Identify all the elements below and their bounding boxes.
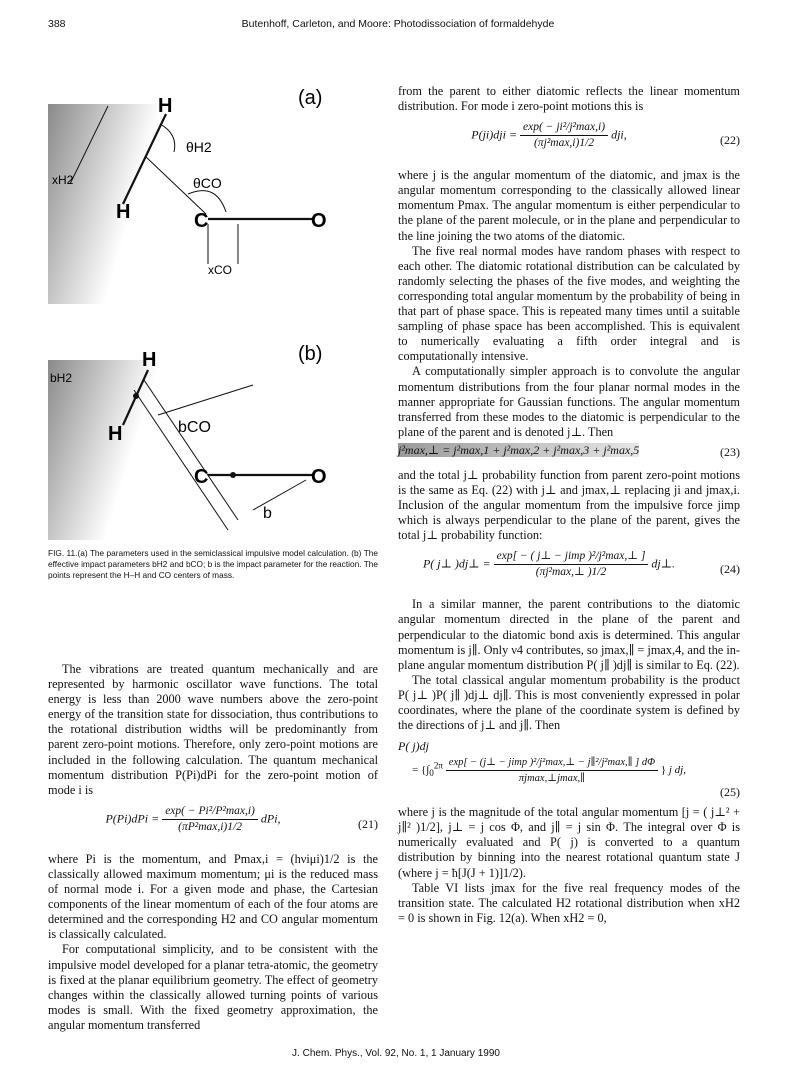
eq22-numerator: exp( − ji²/j²max,i)	[520, 120, 608, 136]
figure-11a-diagram	[48, 84, 378, 304]
paragraph: where j is the magnitude of the total angular momentum [j = ( j⊥² + j∥² )1/2], j⊥ = j cos Φ, and j∥ = j sin Φ. The integral over Φ is numerically evaluated and P( j) is converted to a quantum distribution by binning into the nearest rotational quantum state J (where j = ħ[J(J + 1)]1/2).	[398, 805, 740, 880]
eq24-numerator: exp[ − ( j⊥ − jimp )²/j²max,⊥ ]	[494, 549, 649, 565]
eq21-denominator: (πP²max,i)1/2	[178, 820, 242, 833]
paragraph: A computationally simpler approach is to convolute the angular momentum distributions from the four planar normal modes in the manner appropriate for Gaussian functions. The angular momentum transferred from these modes to the diatomic is perpendicular to the plane of the parent and is denoted j⊥. Then	[398, 364, 740, 439]
eq23-number: (23)	[720, 444, 740, 459]
atom-h-bottom: H	[116, 201, 131, 223]
eq23-body: j²max,⊥ = j²max,1 + j²max,2 + j²max,3 + j²max,5	[398, 442, 640, 457]
eq21-number: (21)	[358, 816, 378, 831]
label-xco: xCO	[208, 263, 232, 277]
eq24-tail: dj⊥.	[651, 556, 676, 571]
atom-h-bottom: H	[108, 423, 123, 445]
eq22-number: (22)	[720, 133, 740, 148]
paragraph: For computational simplicity, and to be consistent with the impulsive model developed for a planar tetra-atomic, the geometry is fixed at the planar equilibrium geometry. The effect of geometry changes within the classically allowed turning points of various modes is small. With the fixed geometry approximation, the angular momentum transferred	[48, 942, 378, 1032]
page-number: 388	[48, 18, 66, 30]
eq21-numerator: exp( − Pi²/P²max,i)	[162, 804, 258, 820]
atom-o: O	[311, 466, 327, 488]
eq21-tail: dPi,	[260, 811, 281, 826]
figure-11b-diagram	[48, 340, 378, 540]
running-title: Butenhoff, Carleton, and Moore: Photodissociation of formaldehyde	[241, 18, 555, 30]
eq24-number: (24)	[720, 562, 740, 577]
eq22-lhs: P(ji)dji =	[471, 127, 518, 142]
paragraph: where Pi is the momentum, and Pmax,i = (hνiμi)1/2 is the classically allowed maximum momentum; μi is the reduced mass of normal mode i. For a given mode and phase, the Cartesian components of the linear momentum of each of the four atoms are determined and the corresponding H2 and CO angular momentum is classically calculated.	[48, 851, 378, 942]
paragraph: The five real normal modes have random phases with respect to each other. The diatomic rotational distribution can be calculated by randomly selecting the phases of the five modes, and weighting the corresponding total angular momentum by the probability of being in that part of phase space. This is repeated many times until a suitable sampling of phase space has been accomplished. This is equivalent to numerically evaluating a fifth order integral and is computationally intensive.	[398, 243, 740, 364]
paragraph: Table VI lists jmax for the five real frequency modes of the transition state. The calculated H2 rotational distribution when xH2 = 0 is shown in Fig. 12(a). When xH2 = 0,	[398, 880, 740, 925]
eq25-numerator: exp[ − (j⊥ − jimp )²/j²max,⊥ − j∥²/j²max,∥ ] dΦ	[446, 755, 658, 771]
eq21-lhs: P(Pi)dPi =	[105, 811, 160, 826]
page-header	[48, 18, 748, 34]
label-bco: bCO	[178, 419, 211, 436]
right-column	[398, 84, 740, 926]
eq22-denominator: (πj²max,i)1/2	[534, 137, 595, 150]
figure-caption: FIG. 11.(a) The parameters used in the semiclassical impulsive model calculation. (b) The effective impact parameters bH2 and bCO; b is the impact parameter for the reaction. The points represent the H–H and CO centers of mass.	[48, 548, 378, 580]
atom-h-top: H	[158, 95, 173, 117]
label-theta-co: θCO	[193, 175, 222, 191]
eq25-denominator: πjmax,⊥jmax,∥	[518, 773, 585, 785]
paragraph: The total classical angular momentum probability is the product P( j⊥ )P( j∥ )dj⊥ dj∥. This is most conveniently expressed in polar coordinates, where the plane of the coordinate system is defined by the directions of j⊥ and j∥. Then	[398, 672, 740, 733]
label-xh2: xH2	[52, 173, 74, 187]
gradient-background	[48, 360, 238, 540]
hh-center-of-mass	[133, 393, 139, 399]
figure-11a	[48, 84, 378, 304]
figure-11b	[48, 340, 378, 540]
paragraph: from the parent to either diatomic reflects the linear momentum distribution. For mode i zero-point motions this is	[398, 84, 740, 114]
label-b: b	[263, 505, 272, 522]
panel-label-a: (a)	[298, 87, 323, 109]
paragraph: and the total j⊥ probability function from parent zero-point motions is the same as Eq. (22) with j⊥ and jmax,⊥ replacing ji and jmax,i. Inclusion of the angular momentum from the impulsive force jimp which is always perpendicular to the plane of the parent, gives the total j⊥ probability function:	[398, 467, 740, 543]
paragraph: The vibrations are treated quantum mechanically and are represented by harmonic oscillator wave functions. The total energy is less than 2000 wave numbers above the zero-point energy of the transition state for dissociation, thus contributions to the rotational distribution widths will be predominantly from parent zero-point motions. Therefore, only zero-point motions are included in the following calculation. The quantum mechanical momentum distribution P(Pi)dPi for the zero-point motion of mode i is	[48, 662, 378, 797]
eq25-number: (25)	[720, 785, 740, 800]
atom-h-top: H	[142, 349, 157, 371]
atom-o: O	[311, 210, 327, 232]
equation-24	[398, 549, 740, 591]
co-center-of-mass	[230, 472, 236, 478]
eq25-lhs: P( j)dj	[398, 739, 429, 754]
equation-25: P( j)dj = {$\int_0^{2\pi}$ $\frac{\text{exp[ − (j⊥ − jimp )²/j²max,⊥ − j∥²/j²max,∥ ] dΦ}}{\pi jmax,\perp jmax,\parallel}$ } j dj, (25)	[398, 739, 740, 800]
b-guide	[253, 480, 306, 510]
page-footer: J. Chem. Phys., Vol. 92, No. 1, 1 January 1990	[292, 1048, 500, 1059]
panel-label-b: (b)	[298, 343, 323, 365]
eq22-tail: dji,	[611, 127, 627, 142]
label-bh2: bH2	[50, 371, 73, 385]
equation-21	[48, 804, 378, 846]
eq24-denominator: (πj²max,⊥ )1/2	[535, 566, 607, 579]
paragraph: where j is the angular momentum of the diatomic, and jmax is the angular momentum corresponding to the classically allowed linear momentum Pmax. The angular momentum is either perpendicular to the plane of the parent molecule, or in the plane and perpendicular to the line joining the two atoms of the diatomic.	[398, 168, 740, 243]
eq25-tail: j dj,	[668, 764, 686, 777]
left-column	[48, 662, 378, 1033]
atom-c: C	[194, 466, 209, 488]
eq24-lhs: P( j⊥ )dj⊥ =	[422, 556, 491, 571]
label-theta-h2: θH2	[186, 139, 212, 155]
paragraph: In a similar manner, the parent contributions to the diatomic angular momentum directed in the plane of the parent and perpendicular to the diatomic bond axis is determined. This angular momentum is j∥. Only ν4 contributes, so jmax,∥ = jmax,4, and the in-plane angular momentum distribution P( j∥ )dj∥ is similar to Eq. (22).	[398, 597, 740, 672]
equation-23	[398, 443, 740, 465]
equation-22	[398, 120, 740, 162]
atom-c: C	[194, 210, 209, 232]
